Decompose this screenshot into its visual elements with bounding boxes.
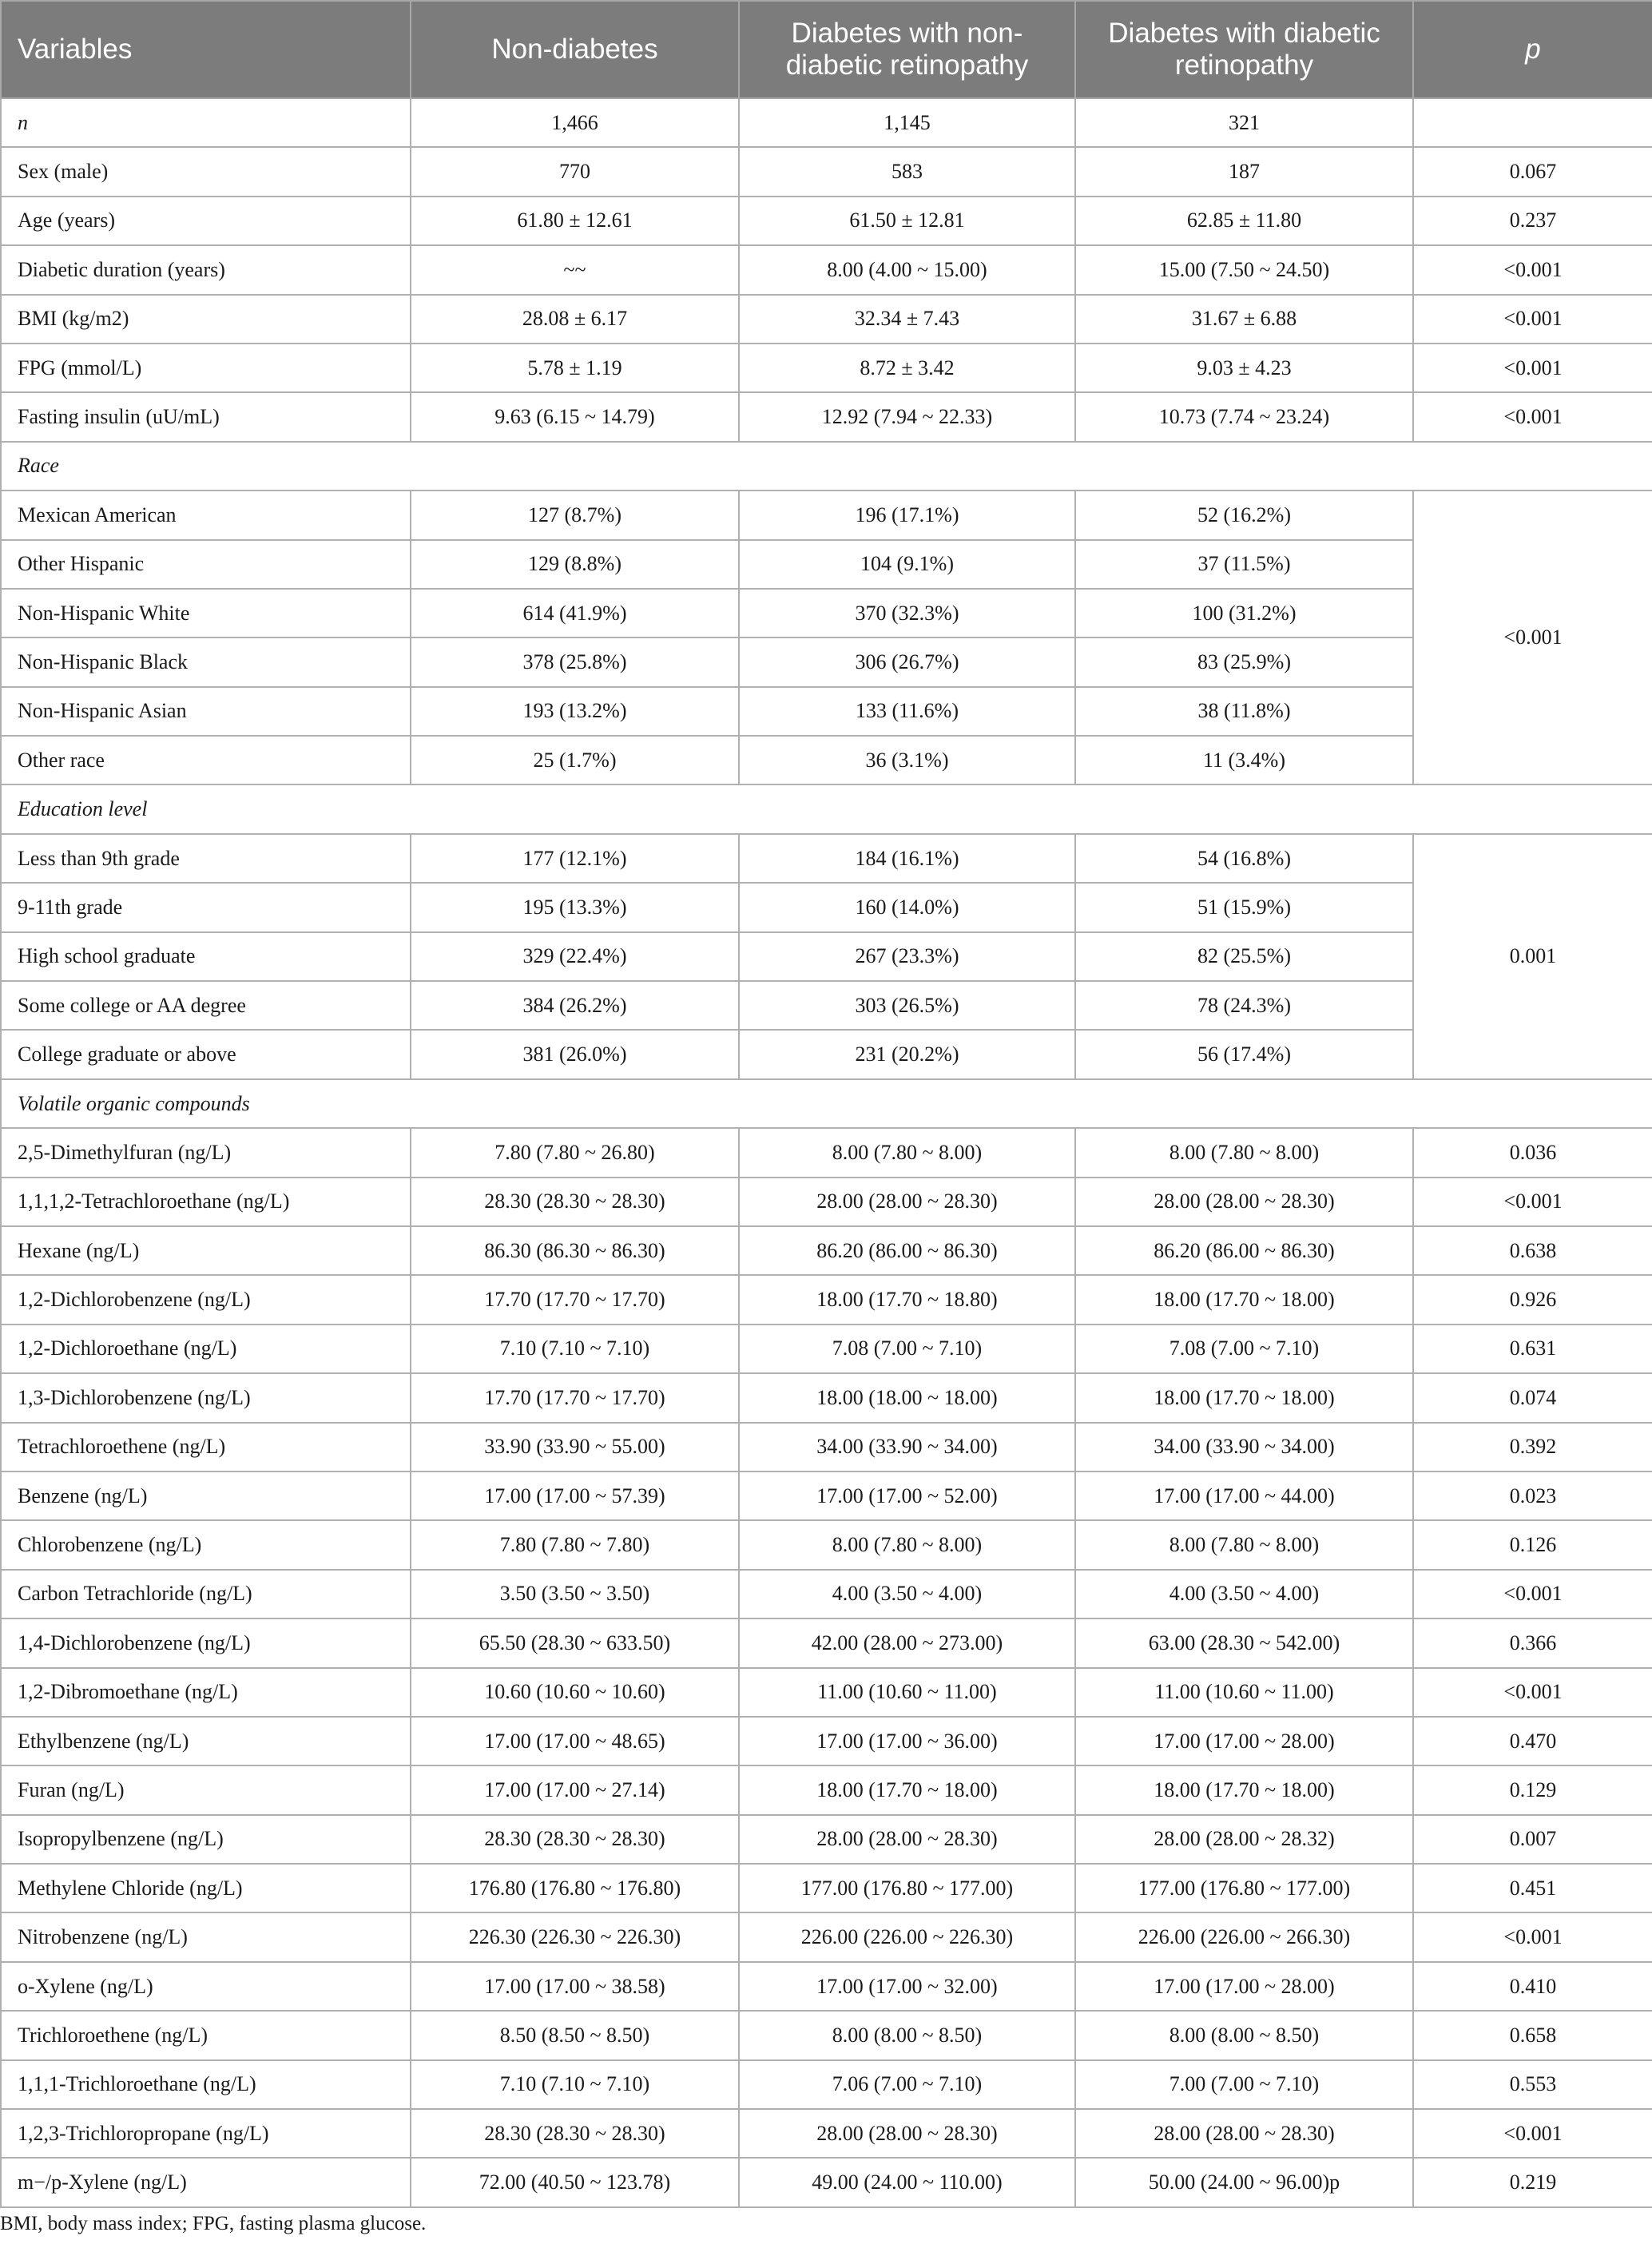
header-non-diabetes: Non-diabetes [411, 1, 739, 98]
row-value: 0.470 [1413, 1717, 1652, 1765]
row-value: <0.001 [1413, 1178, 1652, 1226]
row-value: 267 (23.3%) [739, 932, 1075, 981]
row-label: Less than 9th grade [1, 834, 411, 883]
table-row [1, 1030, 1652, 1078]
section-header-row [1, 1079, 1652, 1128]
row-value: 9.03 ± 4.23 [1075, 344, 1413, 392]
row-value: 28.08 ± 6.17 [411, 295, 739, 344]
row-value: 28.00 (28.00 ~ 28.30) [1075, 1178, 1413, 1226]
row-value: 614 (41.9%) [411, 589, 739, 637]
row-label: 1,4-Dichlorobenzene (ng/L) [1, 1618, 411, 1667]
row-value: 37 (11.5%) [1075, 540, 1413, 589]
section-header: Race [1, 442, 1652, 491]
section-header-row [1, 442, 1652, 491]
row-value: 61.80 ± 12.61 [411, 197, 739, 245]
section-header: Volatile organic compounds [1, 1079, 1652, 1128]
row-label: Other Hispanic [1, 540, 411, 589]
row-value: 28.00 (28.00 ~ 28.30) [739, 1815, 1075, 1864]
row-value: 17.70 (17.70 ~ 17.70) [411, 1275, 739, 1324]
row-value: 176.80 (176.80 ~ 176.80) [411, 1864, 739, 1912]
row-value: 0.023 [1413, 1472, 1652, 1520]
row-label: Isopropylbenzene (ng/L) [1, 1815, 411, 1864]
row-value: 0.658 [1413, 2011, 1652, 2059]
row-value: 226.30 (226.30 ~ 226.30) [411, 1912, 739, 1961]
row-label: Carbon Tetrachloride (ng/L) [1, 1570, 411, 1618]
row-label: 1,2-Dichlorobenzene (ng/L) [1, 1275, 411, 1324]
row-value: 0.036 [1413, 1128, 1652, 1177]
table-row [1, 2109, 1652, 2158]
row-value: 100 (31.2%) [1075, 589, 1413, 637]
row-value: 38 (11.8%) [1075, 687, 1413, 736]
row-label: 1,1,1,2-Tetrachloroethane (ng/L) [1, 1178, 411, 1226]
row-value: 17.00 (17.00 ~ 28.00) [1075, 1962, 1413, 2011]
row-value: 0.219 [1413, 2158, 1652, 2206]
row-value: 34.00 (33.90 ~ 34.00) [1075, 1423, 1413, 1472]
row-value: 7.10 (7.10 ~ 7.10) [411, 1325, 739, 1373]
table-row [1, 344, 1652, 392]
row-value: 18.00 (17.70 ~ 18.00) [1075, 1275, 1413, 1324]
row-value: 0.631 [1413, 1325, 1652, 1373]
row-label: 1,3-Dichlorobenzene (ng/L) [1, 1373, 411, 1422]
table-row [1, 981, 1652, 1030]
row-value: 49.00 (24.00 ~ 110.00) [739, 2158, 1075, 2206]
row-label: 1,2,3-Trichloropropane (ng/L) [1, 2109, 411, 2158]
row-value: 4.00 (3.50 ~ 4.00) [739, 1570, 1075, 1618]
table-row [1, 589, 1652, 637]
row-value: 177.00 (176.80 ~ 177.00) [739, 1864, 1075, 1912]
table-row [1, 637, 1652, 686]
row-value: 104 (9.1%) [739, 540, 1075, 589]
row-label: 1,2-Dichloroethane (ng/L) [1, 1325, 411, 1373]
row-value: 321 [1075, 98, 1413, 147]
row-value: 17.00 (17.00 ~ 44.00) [1075, 1472, 1413, 1520]
row-value: 0.451 [1413, 1864, 1652, 1912]
row-value: 0.638 [1413, 1226, 1652, 1275]
row-label: Sex (male) [1, 147, 411, 196]
table-row [1, 1325, 1652, 1373]
row-value: 0.553 [1413, 2060, 1652, 2109]
row-value: 196 (17.1%) [739, 491, 1075, 539]
table-row [1, 1962, 1652, 2011]
row-value: 36 (3.1%) [739, 736, 1075, 784]
row-value: <0.001 [1413, 2109, 1652, 2158]
row-value: 62.85 ± 11.80 [1075, 197, 1413, 245]
row-value: 378 (25.8%) [411, 637, 739, 686]
row-value: 177.00 (176.80 ~ 177.00) [1075, 1864, 1413, 1912]
row-value: 8.50 (8.50 ~ 8.50) [411, 2011, 739, 2059]
row-value: 133 (11.6%) [739, 687, 1075, 736]
table-row [1, 197, 1652, 245]
row-value: 0.067 [1413, 147, 1652, 196]
row-label: 2,5-Dimethylfuran (ng/L) [1, 1128, 411, 1177]
row-value: 1,145 [739, 98, 1075, 147]
table-row [1, 147, 1652, 196]
row-value: 3.50 (3.50 ~ 3.50) [411, 1570, 739, 1618]
row-value: 1,466 [411, 98, 739, 147]
table-row [1, 245, 1652, 294]
row-value: 28.00 (28.00 ~ 28.30) [1075, 2109, 1413, 2158]
row-value: 0.926 [1413, 1275, 1652, 1324]
row-label: BMI (kg/m2) [1, 295, 411, 344]
row-label: m−/p-Xylene (ng/L) [1, 2158, 411, 2206]
table-row [1, 1226, 1652, 1275]
section-header: Education level [1, 784, 1652, 833]
table-row [1, 1765, 1652, 1814]
header-p-value: p [1413, 1, 1652, 98]
row-value: 17.00 (17.00 ~ 36.00) [739, 1717, 1075, 1765]
row-value: 18.00 (17.70 ~ 18.00) [1075, 1373, 1413, 1422]
row-value: 193 (13.2%) [411, 687, 739, 736]
table-body [1, 98, 1652, 2207]
row-value: 18.00 (17.70 ~ 18.00) [1075, 1765, 1413, 1814]
row-value: 18.00 (17.70 ~ 18.00) [739, 1765, 1075, 1814]
row-value: 160 (14.0%) [739, 883, 1075, 931]
table-row [1, 1423, 1652, 1472]
row-label: 1,2-Dibromoethane (ng/L) [1, 1668, 411, 1717]
header-diabetes-non-dr: Diabetes with non-diabetic retinopathy [739, 1, 1075, 98]
row-value: 7.08 (7.00 ~ 7.10) [1075, 1325, 1413, 1373]
row-value: 187 [1075, 147, 1413, 196]
row-value: 11.00 (10.60 ~ 11.00) [739, 1668, 1075, 1717]
table-row [1, 1668, 1652, 1717]
row-value: 8.00 (8.00 ~ 8.50) [1075, 2011, 1413, 2059]
table-row [1, 540, 1652, 589]
row-value: 329 (22.4%) [411, 932, 739, 981]
table-row [1, 736, 1652, 784]
row-label: Age (years) [1, 197, 411, 245]
row-value: 18.00 (17.70 ~ 18.80) [739, 1275, 1075, 1324]
row-value: 8.00 (8.00 ~ 8.50) [739, 2011, 1075, 2059]
row-label: Mexican American [1, 491, 411, 539]
table-row [1, 1128, 1652, 1177]
row-value: <0.001 [1413, 344, 1652, 392]
table-row [1, 392, 1652, 441]
row-value: 0.237 [1413, 197, 1652, 245]
row-label: College graduate or above [1, 1030, 411, 1078]
row-value: 54 (16.8%) [1075, 834, 1413, 883]
table-row [1, 2060, 1652, 2109]
row-label: Non-Hispanic Asian [1, 687, 411, 736]
row-value: 770 [411, 147, 739, 196]
row-label: o-Xylene (ng/L) [1, 1962, 411, 2011]
row-value: 15.00 (7.50 ~ 24.50) [1075, 245, 1413, 294]
row-value: 83 (25.9%) [1075, 637, 1413, 686]
row-value: 17.00 (17.00 ~ 38.58) [411, 1962, 739, 2011]
row-value: 583 [739, 147, 1075, 196]
row-value: 8.00 (7.80 ~ 8.00) [739, 1128, 1075, 1177]
table-row [1, 883, 1652, 931]
row-label: Furan (ng/L) [1, 1765, 411, 1814]
row-value: 7.80 (7.80 ~ 7.80) [411, 1520, 739, 1569]
table-row [1, 1520, 1652, 1569]
row-value: <0.001 [1413, 392, 1652, 441]
row-value: 51 (15.9%) [1075, 883, 1413, 931]
row-value: 0.366 [1413, 1618, 1652, 1667]
row-value: 8.00 (7.80 ~ 8.00) [1075, 1520, 1413, 1569]
row-value: 28.30 (28.30 ~ 28.30) [411, 1178, 739, 1226]
row-value: 10.60 (10.60 ~ 10.60) [411, 1668, 739, 1717]
row-label: Tetrachloroethene (ng/L) [1, 1423, 411, 1472]
row-value: 34.00 (33.90 ~ 34.00) [739, 1423, 1075, 1472]
row-label: High school graduate [1, 932, 411, 981]
row-label: Some college or AA degree [1, 981, 411, 1030]
row-value: 28.30 (28.30 ~ 28.30) [411, 2109, 739, 2158]
row-value: 8.00 (7.80 ~ 8.00) [739, 1520, 1075, 1569]
row-label: n [1, 98, 411, 147]
table-row [1, 1717, 1652, 1765]
row-value: 17.00 (17.00 ~ 57.39) [411, 1472, 739, 1520]
row-value: 5.78 ± 1.19 [411, 344, 739, 392]
row-value: 384 (26.2%) [411, 981, 739, 1030]
row-value: 25 (1.7%) [411, 736, 739, 784]
row-value: 82 (25.5%) [1075, 932, 1413, 981]
table-row [1, 1570, 1652, 1618]
row-value: 231 (20.2%) [739, 1030, 1075, 1078]
row-value: <0.001 [1413, 1570, 1652, 1618]
row-value: 52 (16.2%) [1075, 491, 1413, 539]
row-value: 10.73 (7.74 ~ 23.24) [1075, 392, 1413, 441]
row-label: Benzene (ng/L) [1, 1472, 411, 1520]
table-row [1, 1815, 1652, 1864]
table-row [1, 98, 1652, 147]
table-row [1, 1618, 1652, 1667]
table-row [1, 2011, 1652, 2059]
row-value: 31.67 ± 6.88 [1075, 295, 1413, 344]
header-diabetes-dr: Diabetes with diabetic retinopathy [1075, 1, 1413, 98]
row-label: 1,1,1-Trichloroethane (ng/L) [1, 2060, 411, 2109]
row-value: 8.00 (4.00 ~ 15.00) [739, 245, 1075, 294]
row-value: 303 (26.5%) [739, 981, 1075, 1030]
row-value: 50.00 (24.00 ~ 96.00)p [1075, 2158, 1413, 2206]
row-value: 184 (16.1%) [739, 834, 1075, 883]
row-value: 56 (17.4%) [1075, 1030, 1413, 1078]
row-value: 195 (13.3%) [411, 883, 739, 931]
table-row [1, 1373, 1652, 1422]
row-value: 7.06 (7.00 ~ 7.10) [739, 2060, 1075, 2109]
table-row [1, 687, 1652, 736]
row-value: 7.80 (7.80 ~ 26.80) [411, 1128, 739, 1177]
row-value: 127 (8.7%) [411, 491, 739, 539]
row-value: 4.00 (3.50 ~ 4.00) [1075, 1570, 1413, 1618]
row-value: ~~ [411, 245, 739, 294]
row-value: 0.074 [1413, 1373, 1652, 1422]
row-value: 63.00 (28.30 ~ 542.00) [1075, 1618, 1413, 1667]
table-row [1, 834, 1652, 883]
table-footnote: BMI, body mass index; FPG, fasting plasma glucose. [0, 2213, 427, 2234]
row-label: Other race [1, 736, 411, 784]
row-value: 8.00 (7.80 ~ 8.00) [1075, 1128, 1413, 1177]
row-value: 17.70 (17.70 ~ 17.70) [411, 1373, 739, 1422]
row-value: 11.00 (10.60 ~ 11.00) [1075, 1668, 1413, 1717]
header-variables: Variables [1, 1, 411, 98]
row-value: 306 (26.7%) [739, 637, 1075, 686]
table-row [1, 1912, 1652, 1961]
row-value: <0.001 [1413, 295, 1652, 344]
row-value: 177 (12.1%) [411, 834, 739, 883]
row-value: 7.00 (7.00 ~ 7.10) [1075, 2060, 1413, 2109]
row-label: Hexane (ng/L) [1, 1226, 411, 1275]
row-value: 28.00 (28.00 ~ 28.32) [1075, 1815, 1413, 1864]
row-value: 32.34 ± 7.43 [739, 295, 1075, 344]
table-row [1, 295, 1652, 344]
row-value: 65.50 (28.30 ~ 633.50) [411, 1618, 739, 1667]
row-label: Chlorobenzene (ng/L) [1, 1520, 411, 1569]
row-value: <0.001 [1413, 1668, 1652, 1717]
row-label: Nitrobenzene (ng/L) [1, 1912, 411, 1961]
row-value: 42.00 (28.00 ~ 273.00) [739, 1618, 1075, 1667]
row-value: 28.00 (28.00 ~ 28.30) [739, 2109, 1075, 2158]
row-value: 18.00 (18.00 ~ 18.00) [739, 1373, 1075, 1422]
row-value: 8.72 ± 3.42 [739, 344, 1075, 392]
table-row [1, 932, 1652, 981]
row-value: 78 (24.3%) [1075, 981, 1413, 1030]
group-p-value: <0.001 [1413, 491, 1652, 784]
row-value: <0.001 [1413, 1912, 1652, 1961]
row-value: 129 (8.8%) [411, 540, 739, 589]
row-value: 11 (3.4%) [1075, 736, 1413, 784]
row-value [1413, 98, 1652, 147]
row-value: 226.00 (226.00 ~ 226.30) [739, 1912, 1075, 1961]
row-value: 7.10 (7.10 ~ 7.10) [411, 2060, 739, 2109]
table-row [1, 1275, 1652, 1324]
row-value: 17.00 (17.00 ~ 28.00) [1075, 1717, 1413, 1765]
row-label: Ethylbenzene (ng/L) [1, 1717, 411, 1765]
row-value: 17.00 (17.00 ~ 48.65) [411, 1717, 739, 1765]
table-header-row [1, 1, 1652, 98]
section-header-row [1, 784, 1652, 833]
table-row [1, 2158, 1652, 2206]
row-label: Trichloroethene (ng/L) [1, 2011, 411, 2059]
row-value: 17.00 (17.00 ~ 52.00) [739, 1472, 1075, 1520]
row-value: 0.126 [1413, 1520, 1652, 1569]
row-value: 226.00 (226.00 ~ 266.30) [1075, 1912, 1413, 1961]
group-p-value: 0.001 [1413, 834, 1652, 1079]
row-value: 17.00 (17.00 ~ 32.00) [739, 1962, 1075, 2011]
table-row [1, 491, 1652, 539]
row-value: 86.20 (86.00 ~ 86.30) [739, 1226, 1075, 1275]
row-label: Fasting insulin (uU/mL) [1, 392, 411, 441]
row-value: 12.92 (7.94 ~ 22.33) [739, 392, 1075, 441]
table-row [1, 1864, 1652, 1912]
row-value: 33.90 (33.90 ~ 55.00) [411, 1423, 739, 1472]
row-value: 0.007 [1413, 1815, 1652, 1864]
row-value: 28.00 (28.00 ~ 28.30) [739, 1178, 1075, 1226]
row-value: 17.00 (17.00 ~ 27.14) [411, 1765, 739, 1814]
row-value: 28.30 (28.30 ~ 28.30) [411, 1815, 739, 1864]
row-value: 9.63 (6.15 ~ 14.79) [411, 392, 739, 441]
row-value: 86.30 (86.30 ~ 86.30) [411, 1226, 739, 1275]
row-value: 0.129 [1413, 1765, 1652, 1814]
row-value: 370 (32.3%) [739, 589, 1075, 637]
table-row [1, 1472, 1652, 1520]
row-value: 0.392 [1413, 1423, 1652, 1472]
row-value: 72.00 (40.50 ~ 123.78) [411, 2158, 739, 2206]
row-value: 86.20 (86.00 ~ 86.30) [1075, 1226, 1413, 1275]
row-label: Non-Hispanic White [1, 589, 411, 637]
row-value: <0.001 [1413, 245, 1652, 294]
row-value: 7.08 (7.00 ~ 7.10) [739, 1325, 1075, 1373]
row-label: Diabetic duration (years) [1, 245, 411, 294]
row-value: 0.410 [1413, 1962, 1652, 2011]
row-label: Methylene Chloride (ng/L) [1, 1864, 411, 1912]
row-value: 381 (26.0%) [411, 1030, 739, 1078]
row-label: FPG (mmol/L) [1, 344, 411, 392]
row-label: Non-Hispanic Black [1, 637, 411, 686]
table-row [1, 1178, 1652, 1226]
row-value: 61.50 ± 12.81 [739, 197, 1075, 245]
row-label: 9-11th grade [1, 883, 411, 931]
